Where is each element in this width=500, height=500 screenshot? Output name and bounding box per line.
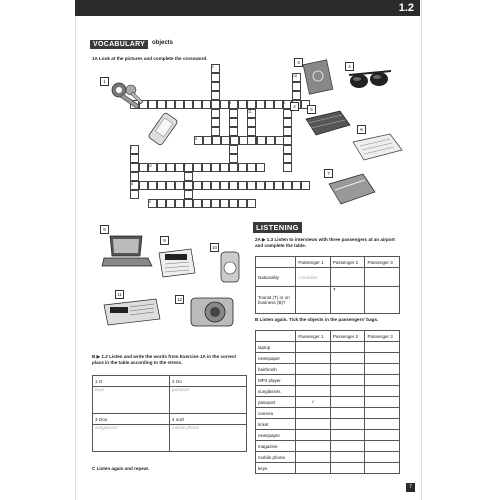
picture-number-badge: 11 xyxy=(115,290,124,299)
stress-heading-1: 1 O xyxy=(93,376,170,387)
page-number: 7 xyxy=(406,483,415,492)
stress-entry-2: passport xyxy=(170,387,247,414)
crossword-cell[interactable] xyxy=(157,100,166,109)
crossword-cell[interactable] xyxy=(220,181,229,190)
crossword-cell[interactable] xyxy=(211,163,220,172)
unit-number: 1.2 xyxy=(398,2,414,14)
crossword-cell[interactable] xyxy=(266,136,275,145)
listening-tag: LISTENING xyxy=(253,222,302,233)
crossword-number: 8 xyxy=(131,182,133,186)
picture-number-badge: 2 xyxy=(290,102,299,111)
picture-number-badge: 5 xyxy=(307,105,316,114)
laptop-picture xyxy=(100,232,155,272)
passenger-info-table xyxy=(255,256,400,314)
object-tick-cell[interactable] xyxy=(330,386,365,397)
header-passenger-1: Passenger 1 xyxy=(296,257,331,268)
object-tick-cell[interactable] xyxy=(330,375,365,386)
crossword-cell[interactable] xyxy=(193,181,202,190)
stress-table xyxy=(92,375,247,452)
object-tick-cell[interactable] xyxy=(365,419,400,430)
magazine-picture xyxy=(350,130,405,165)
crossword-cell[interactable] xyxy=(184,100,193,109)
crossword-cell[interactable] xyxy=(202,163,211,172)
object-tick-cell[interactable] xyxy=(296,430,331,441)
cell-nationality-p2 xyxy=(330,268,365,287)
crossword-cell[interactable] xyxy=(184,190,193,199)
cell-tourist-p3 xyxy=(365,287,400,314)
crossword-number: 10 xyxy=(293,74,297,78)
picture-number-badge: 3 xyxy=(294,58,303,67)
crossword-cell[interactable] xyxy=(202,100,211,109)
crossword-cell[interactable] xyxy=(211,82,220,91)
picture-number-badge: 1 xyxy=(100,77,109,86)
picture-number-badge: 6 xyxy=(357,125,366,134)
crossword-cell[interactable] xyxy=(211,100,220,109)
stress-heading-4: 4 ooO xyxy=(170,414,247,425)
object-tick-cell[interactable] xyxy=(296,452,331,463)
top-bar xyxy=(75,0,420,16)
crossword-cell[interactable] xyxy=(265,100,274,109)
object-tick-cell[interactable]: ✓ xyxy=(296,397,331,408)
exercise-1b-instruction: B ▶ 1.2 Listen and write the words from Exercise 1A in the correct place in the table according to the stress. xyxy=(92,354,237,365)
crossword-cell[interactable] xyxy=(229,163,238,172)
object-label: laptop xyxy=(256,342,296,353)
object-label: newspaper xyxy=(256,353,296,364)
crossword-cell[interactable] xyxy=(274,181,283,190)
crossword-cell[interactable] xyxy=(175,100,184,109)
ticket-picture xyxy=(325,170,380,210)
crossword-cell[interactable] xyxy=(148,181,157,190)
crossword-cell[interactable] xyxy=(166,181,175,190)
crossword-cell[interactable] xyxy=(130,154,139,163)
obj-header-blank xyxy=(256,331,296,342)
cell-nationality-p3 xyxy=(365,268,400,287)
object-label: ticket xyxy=(256,419,296,430)
crossword-cell[interactable] xyxy=(212,136,221,145)
object-tick-cell[interactable] xyxy=(330,408,365,419)
crossword-cell[interactable] xyxy=(283,127,292,136)
crossword-cell[interactable] xyxy=(166,163,175,172)
object-tick-cell[interactable] xyxy=(365,375,400,386)
crossword-cell[interactable] xyxy=(247,118,256,127)
crossword-cell[interactable] xyxy=(283,145,292,154)
object-tick-cell[interactable] xyxy=(330,452,365,463)
picture-number-badge: 7 xyxy=(324,169,333,178)
object-tick-cell[interactable] xyxy=(365,353,400,364)
crossword-cell[interactable] xyxy=(139,181,148,190)
object-tick-cell[interactable] xyxy=(365,408,400,419)
crossword-cell[interactable] xyxy=(211,127,220,136)
crossword-cell[interactable] xyxy=(229,118,238,127)
crossword-number: 9 xyxy=(149,200,151,204)
crossword-cell[interactable] xyxy=(247,100,256,109)
crossword-cell[interactable] xyxy=(256,100,265,109)
picture-number-badge: 8 xyxy=(100,225,109,234)
object-tick-cell[interactable] xyxy=(365,342,400,353)
row-label-tourist-business: Tourist (T) or on business (B)? xyxy=(256,287,296,314)
crossword-cell[interactable] xyxy=(139,163,148,172)
crossword-cell[interactable] xyxy=(166,199,175,208)
picture-number-badge: 4 xyxy=(345,62,354,71)
crossword-cell[interactable] xyxy=(274,100,283,109)
crossword-cell[interactable] xyxy=(211,91,220,100)
passport-picture xyxy=(300,58,335,98)
object-tick-cell[interactable] xyxy=(296,419,331,430)
picture-number-badge: 10 xyxy=(211,245,218,250)
keys-picture xyxy=(105,78,150,118)
object-tick-cell[interactable] xyxy=(330,441,365,452)
crossword-cell[interactable] xyxy=(256,181,265,190)
crossword-cell[interactable] xyxy=(229,154,238,163)
stress-heading-3: 3 Ooo xyxy=(93,414,170,425)
crossword-number: 4 xyxy=(283,101,285,105)
crossword-cell[interactable] xyxy=(238,100,247,109)
header-blank xyxy=(256,257,296,268)
hairbrush-picture xyxy=(300,105,355,145)
stress-heading-2: 2 Oo xyxy=(170,376,247,387)
crossword-cell[interactable] xyxy=(157,199,166,208)
header-passenger-2: Passenger 2 xyxy=(330,257,365,268)
header-passenger-3: Passenger 3 xyxy=(365,257,400,268)
objects-table xyxy=(255,330,400,474)
crossword-cell[interactable] xyxy=(130,172,139,181)
object-tick-cell[interactable] xyxy=(365,452,400,463)
crossword-cell[interactable] xyxy=(265,181,274,190)
crossword-cell[interactable] xyxy=(238,181,247,190)
crossword-cell[interactable] xyxy=(247,136,256,145)
crossword-cell[interactable] xyxy=(257,136,266,145)
crossword-cell[interactable] xyxy=(256,163,265,172)
cell-nationality-p1: Canadian xyxy=(296,268,331,287)
crossword-cell[interactable] xyxy=(220,199,229,208)
exercise-2b-instruction: B Listen again. Tick the objects in the passengers' bags. xyxy=(255,317,379,322)
object-label: camera xyxy=(256,408,296,419)
crossword-cell[interactable] xyxy=(166,100,175,109)
sunglasses-picture xyxy=(345,65,395,95)
cell-tourist-p1 xyxy=(296,287,331,314)
crossword-cell[interactable] xyxy=(221,136,230,145)
crossword-cell[interactable] xyxy=(130,190,139,199)
crossword-cell[interactable] xyxy=(275,136,284,145)
object-tick-cell[interactable] xyxy=(296,375,331,386)
crossword-cell[interactable] xyxy=(283,154,292,163)
object-tick-cell[interactable] xyxy=(296,353,331,364)
object-label: MP3 player xyxy=(256,375,296,386)
crossword-cell[interactable] xyxy=(157,163,166,172)
crossword-cell[interactable] xyxy=(203,136,212,145)
object-tick-cell[interactable] xyxy=(330,353,365,364)
camera-picture xyxy=(185,290,240,335)
crossword-cell[interactable] xyxy=(175,163,184,172)
newspaper-picture xyxy=(155,245,200,280)
vocabulary-tag: VOCABULARY xyxy=(90,40,148,49)
crossword-cell[interactable] xyxy=(229,181,238,190)
object-tick-cell[interactable] xyxy=(365,386,400,397)
crossword-cell[interactable] xyxy=(247,181,256,190)
object-tick-cell[interactable] xyxy=(330,364,365,375)
crossword-cell[interactable] xyxy=(301,181,310,190)
object-tick-cell[interactable] xyxy=(365,441,400,452)
crossword-cell[interactable] xyxy=(220,163,229,172)
crossword-cell[interactable] xyxy=(283,181,292,190)
object-label: mobile phone xyxy=(256,452,296,463)
picture-number-badge: 12 xyxy=(176,297,183,302)
object-label: magazine xyxy=(256,441,296,452)
object-tick-cell[interactable] xyxy=(330,430,365,441)
crossword-cell[interactable] xyxy=(292,181,301,190)
object-tick-cell[interactable] xyxy=(330,397,365,408)
vocabulary-topic: objects xyxy=(152,40,174,46)
crossword-cell[interactable] xyxy=(220,100,229,109)
crossword-cell[interactable] xyxy=(193,163,202,172)
crossword-cell[interactable] xyxy=(283,163,292,172)
crossword-cell[interactable] xyxy=(283,118,292,127)
object-label: keys xyxy=(256,463,296,474)
object-tick-cell[interactable] xyxy=(365,430,400,441)
crossword-cell[interactable] xyxy=(193,100,202,109)
crossword-cell[interactable] xyxy=(202,181,211,190)
exercise-1c-instruction: C Listen again and repeat. xyxy=(92,466,150,471)
crossword-cell[interactable] xyxy=(229,199,238,208)
crossword-number: 6 xyxy=(130,146,132,150)
crossword-cell[interactable] xyxy=(211,73,220,82)
object-tick-cell[interactable] xyxy=(330,463,365,474)
crossword-number: 7 xyxy=(184,164,186,168)
crossword-cell[interactable] xyxy=(247,127,256,136)
stress-entry-1: keys xyxy=(93,387,170,414)
object-label: newspaper xyxy=(256,430,296,441)
crossword-cell[interactable] xyxy=(184,172,193,181)
object-tick-cell[interactable] xyxy=(296,441,331,452)
crossword-cell[interactable] xyxy=(175,181,184,190)
crossword-cell[interactable] xyxy=(130,163,139,172)
crossword-cell[interactable] xyxy=(238,199,247,208)
object-tick-cell[interactable] xyxy=(365,463,400,474)
crossword-cell[interactable] xyxy=(230,136,239,145)
crossword-cell[interactable] xyxy=(283,136,292,145)
crossword-cell[interactable] xyxy=(211,199,220,208)
object-tick-cell[interactable] xyxy=(330,419,365,430)
crossword-cell[interactable] xyxy=(184,199,193,208)
crossword-number: 3 xyxy=(229,101,231,105)
object-label: sunglasses xyxy=(256,386,296,397)
mp3-player-picture xyxy=(215,248,245,288)
obj-header-passenger-2: Passenger 2 xyxy=(330,331,365,342)
crossword-cell[interactable] xyxy=(157,181,166,190)
crossword-cell[interactable] xyxy=(202,199,211,208)
crossword-cell[interactable] xyxy=(247,199,256,208)
object-label: hairbrush xyxy=(256,364,296,375)
picture-number-badge: 9 xyxy=(160,236,169,245)
exercise-1a-instruction: 1A Look at the pictures and complete the crossword. xyxy=(92,56,208,61)
object-tick-cell[interactable] xyxy=(365,397,400,408)
crossword-number: 12 xyxy=(148,164,152,168)
obj-header-passenger-1: Passenger 1 xyxy=(296,331,331,342)
cell-tourist-p2: T xyxy=(330,287,365,314)
object-tick-cell[interactable] xyxy=(296,342,331,353)
object-tick-cell[interactable] xyxy=(365,364,400,375)
crossword-cell[interactable] xyxy=(211,109,220,118)
mobile-phone-picture xyxy=(145,110,190,150)
crossword-cell[interactable] xyxy=(211,181,220,190)
crossword-cell[interactable] xyxy=(238,163,247,172)
crossword-number: 5 xyxy=(195,137,197,141)
crossword-cell[interactable] xyxy=(229,145,238,154)
object-tick-cell[interactable] xyxy=(330,342,365,353)
crossword-cell[interactable] xyxy=(193,199,202,208)
object-tick-cell[interactable] xyxy=(296,364,331,375)
object-tick-cell[interactable] xyxy=(296,463,331,474)
crossword-cell[interactable] xyxy=(211,118,220,127)
crossword-cell[interactable] xyxy=(175,199,184,208)
stress-entry-4: mobile phone xyxy=(170,425,247,452)
crossword-cell[interactable] xyxy=(184,181,193,190)
crossword-cell[interactable] xyxy=(229,109,238,118)
crossword-cell[interactable] xyxy=(247,163,256,172)
row-label-nationality: Nationality xyxy=(256,268,296,287)
object-tick-cell[interactable] xyxy=(296,408,331,419)
object-tick-cell[interactable] xyxy=(296,386,331,397)
stress-entry-3: sunglasses xyxy=(93,425,170,452)
object-label: passport xyxy=(256,397,296,408)
crossword-number: 11 xyxy=(248,110,252,114)
exercise-2a-instruction: 2A ▶ 1.3 Listen to interviews with three passengers at an airport and complete the table. xyxy=(255,237,395,248)
boarding-card-picture xyxy=(100,295,165,330)
crossword-number: 2 xyxy=(212,65,214,69)
obj-header-passenger-3: Passenger 3 xyxy=(365,331,400,342)
crossword-cell[interactable] xyxy=(229,127,238,136)
